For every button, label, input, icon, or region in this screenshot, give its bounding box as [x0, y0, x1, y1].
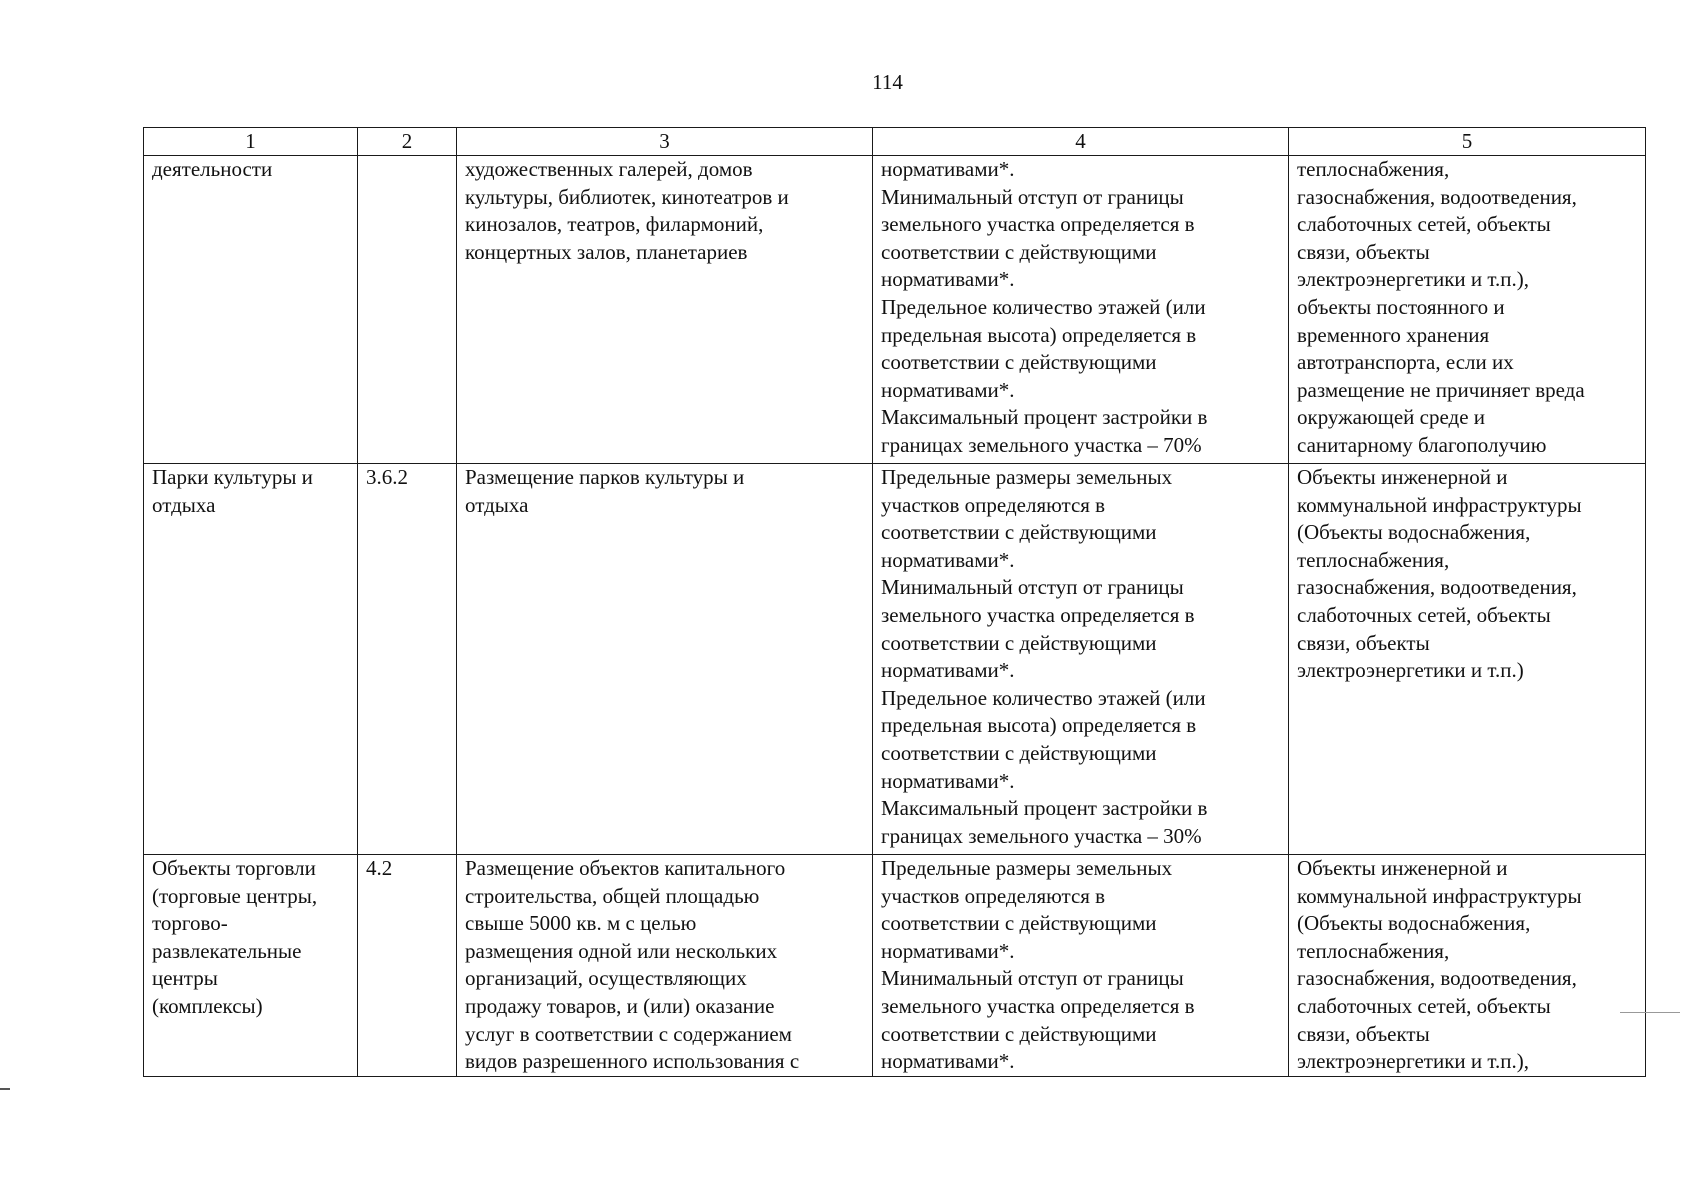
cell-text-line: нормативами*.: [881, 1049, 1015, 1074]
cell-text-line: электроэнергетики и т.п.): [1297, 658, 1524, 683]
cell-text-line: развлекательные: [152, 938, 302, 963]
cell-text-line: санитарному благополучию: [1297, 432, 1547, 457]
page-number: 114: [872, 70, 903, 94]
cell-text-line: газоснабжения, водоотведения,: [1297, 575, 1577, 600]
cell-text-line: Объекты инженерной и: [1297, 856, 1508, 880]
cell-auxiliary: [1289, 855, 1646, 1077]
header-col-5: 5: [1289, 128, 1646, 156]
cell-text-line: 3.6.2: [366, 465, 408, 489]
cell-auxiliary: [1289, 464, 1646, 855]
land-use-table: [143, 127, 1646, 1077]
cell-text-line: соответствии с действующими: [881, 520, 1157, 545]
cell-text-line: Объекты торговли: [152, 856, 316, 880]
cell-text-line: связи, объекты: [1297, 630, 1430, 655]
cell-text-line: коммунальной инфраструктуры: [1297, 492, 1582, 517]
cell-text-line: центры: [152, 966, 218, 991]
cell-text-line: Предельное количество этажей (или: [881, 685, 1206, 710]
cell-text-line: Парки культуры и: [152, 465, 313, 489]
cell-text-line: теплоснабжения,: [1297, 157, 1450, 181]
cell-text-line: Минимальный отступ от границы: [881, 575, 1184, 600]
cell-text-line: строительства, общей площадью: [465, 883, 760, 908]
header-col-2: 2: [358, 128, 457, 156]
cell-text-line: соответствии с действующими: [881, 911, 1157, 936]
cell-text-line: земельного участка определяется в: [881, 602, 1195, 627]
table-row: [144, 156, 1646, 464]
cell-text-line: Предельные размеры земельных: [881, 465, 1173, 489]
cell-text-line: размещения одной или нескольких: [465, 938, 778, 963]
cell-text-line: нормативами*.: [881, 938, 1015, 963]
cell-auxiliary: [1289, 156, 1646, 464]
cell-text-line: временного хранения: [1297, 322, 1490, 347]
cell-description: [457, 156, 873, 464]
cell-text-line: нормативами*.: [881, 157, 1015, 181]
cell-text-line: Максимальный процент застройки в: [881, 405, 1208, 430]
cell-text-line: объекты постоянного и: [1297, 294, 1505, 319]
cell-text-line: соответствии с действующими: [881, 630, 1157, 655]
cell-text-line: Минимальный отступ от границы: [881, 966, 1184, 991]
header-col-4: 4: [873, 128, 1289, 156]
cell-text-line: границах земельного участка – 70%: [881, 432, 1202, 457]
cell-parameters: [873, 464, 1289, 855]
cell-text-line: земельного участка определяется в: [881, 993, 1195, 1018]
cell-text-line: соответствии с действующими: [881, 350, 1157, 375]
cell-text-line: Предельное количество этажей (или: [881, 294, 1206, 319]
cell-text-line: свыше 5000 кв. м с целью: [465, 911, 697, 936]
cell-text-line: торгово-: [152, 911, 228, 936]
cell-name: [144, 156, 358, 464]
cell-code: [358, 156, 457, 464]
cell-text-line: нормативами*.: [881, 547, 1015, 572]
cell-text-line: концертных залов, планетариев: [465, 239, 748, 264]
cell-text-line: кинозалов, театров, филармоний,: [465, 212, 764, 237]
cell-text-line: газоснабжения, водоотведения,: [1297, 966, 1577, 991]
cell-text-line: (комплексы): [152, 993, 263, 1018]
cell-text-line: предельная высота) определяется в: [881, 322, 1197, 347]
cell-text-line: видов разрешенного использования с: [465, 1049, 800, 1074]
cell-text-line: соответствии с действующими: [881, 1021, 1157, 1046]
cell-text-line: земельного участка определяется в: [881, 212, 1195, 237]
table-row: [144, 855, 1646, 1077]
cell-text-line: слаботочных сетей, объекты: [1297, 212, 1551, 237]
cell-text-line: границах земельного участка – 30%: [881, 823, 1202, 848]
cell-name: [144, 464, 358, 855]
cell-code: [358, 855, 457, 1077]
cell-text-line: нормативами*.: [881, 267, 1015, 292]
cell-text-line: 4.2: [366, 856, 393, 880]
cell-text-line: Предельные размеры земельных: [881, 856, 1173, 880]
cell-text-line: теплоснабжения,: [1297, 938, 1450, 963]
cell-text-line: Размещение парков культуры и: [465, 465, 745, 489]
cell-text-line: связи, объекты: [1297, 1021, 1430, 1046]
cell-text-line: продажу товаров, и (или) оказание: [465, 993, 775, 1018]
cell-text-line: газоснабжения, водоотведения,: [1297, 184, 1577, 209]
cell-text-line: нормативами*.: [881, 377, 1015, 402]
cell-text-line: услуг в соответствии с содержанием: [465, 1021, 792, 1046]
cell-text-line: окружающей среде и: [1297, 405, 1486, 430]
cell-parameters: [873, 855, 1289, 1077]
cell-text-line: организаций, осуществляющих: [465, 966, 747, 991]
cell-text-line: отдыха: [152, 492, 216, 517]
cell-text-line: Минимальный отступ от границы: [881, 184, 1184, 209]
cell-text-line: нормативами*.: [881, 658, 1015, 683]
cell-text-line: (Объекты водоснабжения,: [1297, 911, 1531, 936]
cell-description: [457, 855, 873, 1077]
header-row: [144, 128, 1646, 156]
cell-text-line: культуры, библиотек, кинотеатров и: [465, 184, 789, 209]
cell-text-line: Максимальный процент застройки в: [881, 796, 1208, 821]
cell-text-line: связи, объекты: [1297, 239, 1430, 264]
cell-text-line: соответствии с действующими: [881, 239, 1157, 264]
cell-text-line: отдыха: [465, 492, 529, 517]
cell-name: [144, 855, 358, 1077]
cell-text-line: слаботочных сетей, объекты: [1297, 993, 1551, 1018]
cell-code: [358, 464, 457, 855]
cell-text-line: художественных галерей, домов: [465, 157, 753, 181]
cell-text-line: теплоснабжения,: [1297, 547, 1450, 572]
cell-text-line: слаботочных сетей, объекты: [1297, 602, 1551, 627]
cell-description: [457, 464, 873, 855]
cell-text-line: соответствии с действующими: [881, 740, 1157, 765]
cell-text-line: предельная высота) определяется в: [881, 713, 1197, 738]
cell-text-line: электроэнергетики и т.п.),: [1297, 1049, 1529, 1074]
cell-text-line: участков определяются в: [881, 883, 1106, 908]
cell-text-line: Объекты инженерной и: [1297, 465, 1508, 489]
cell-text-line: коммунальной инфраструктуры: [1297, 883, 1582, 908]
header-col-1: 1: [144, 128, 358, 156]
cell-text-line: нормативами*.: [881, 768, 1015, 793]
cell-text-line: автотранспорта, если их: [1297, 350, 1514, 375]
cell-text-line: размещение не причиняет вреда: [1297, 377, 1585, 402]
scan-mark: [0, 1088, 10, 1090]
cell-text-line: электроэнергетики и т.п.),: [1297, 267, 1529, 292]
cell-parameters: [873, 156, 1289, 464]
cell-text-line: Размещение объектов капитального: [465, 856, 786, 880]
scan-mark: [1620, 1012, 1680, 1013]
cell-text-line: деятельности: [152, 157, 273, 181]
header-col-3: 3: [457, 128, 873, 156]
cell-text-line: участков определяются в: [881, 492, 1106, 517]
table-row: [144, 464, 1646, 855]
cell-text-line: (торговые центры,: [152, 883, 318, 908]
cell-text-line: (Объекты водоснабжения,: [1297, 520, 1531, 545]
